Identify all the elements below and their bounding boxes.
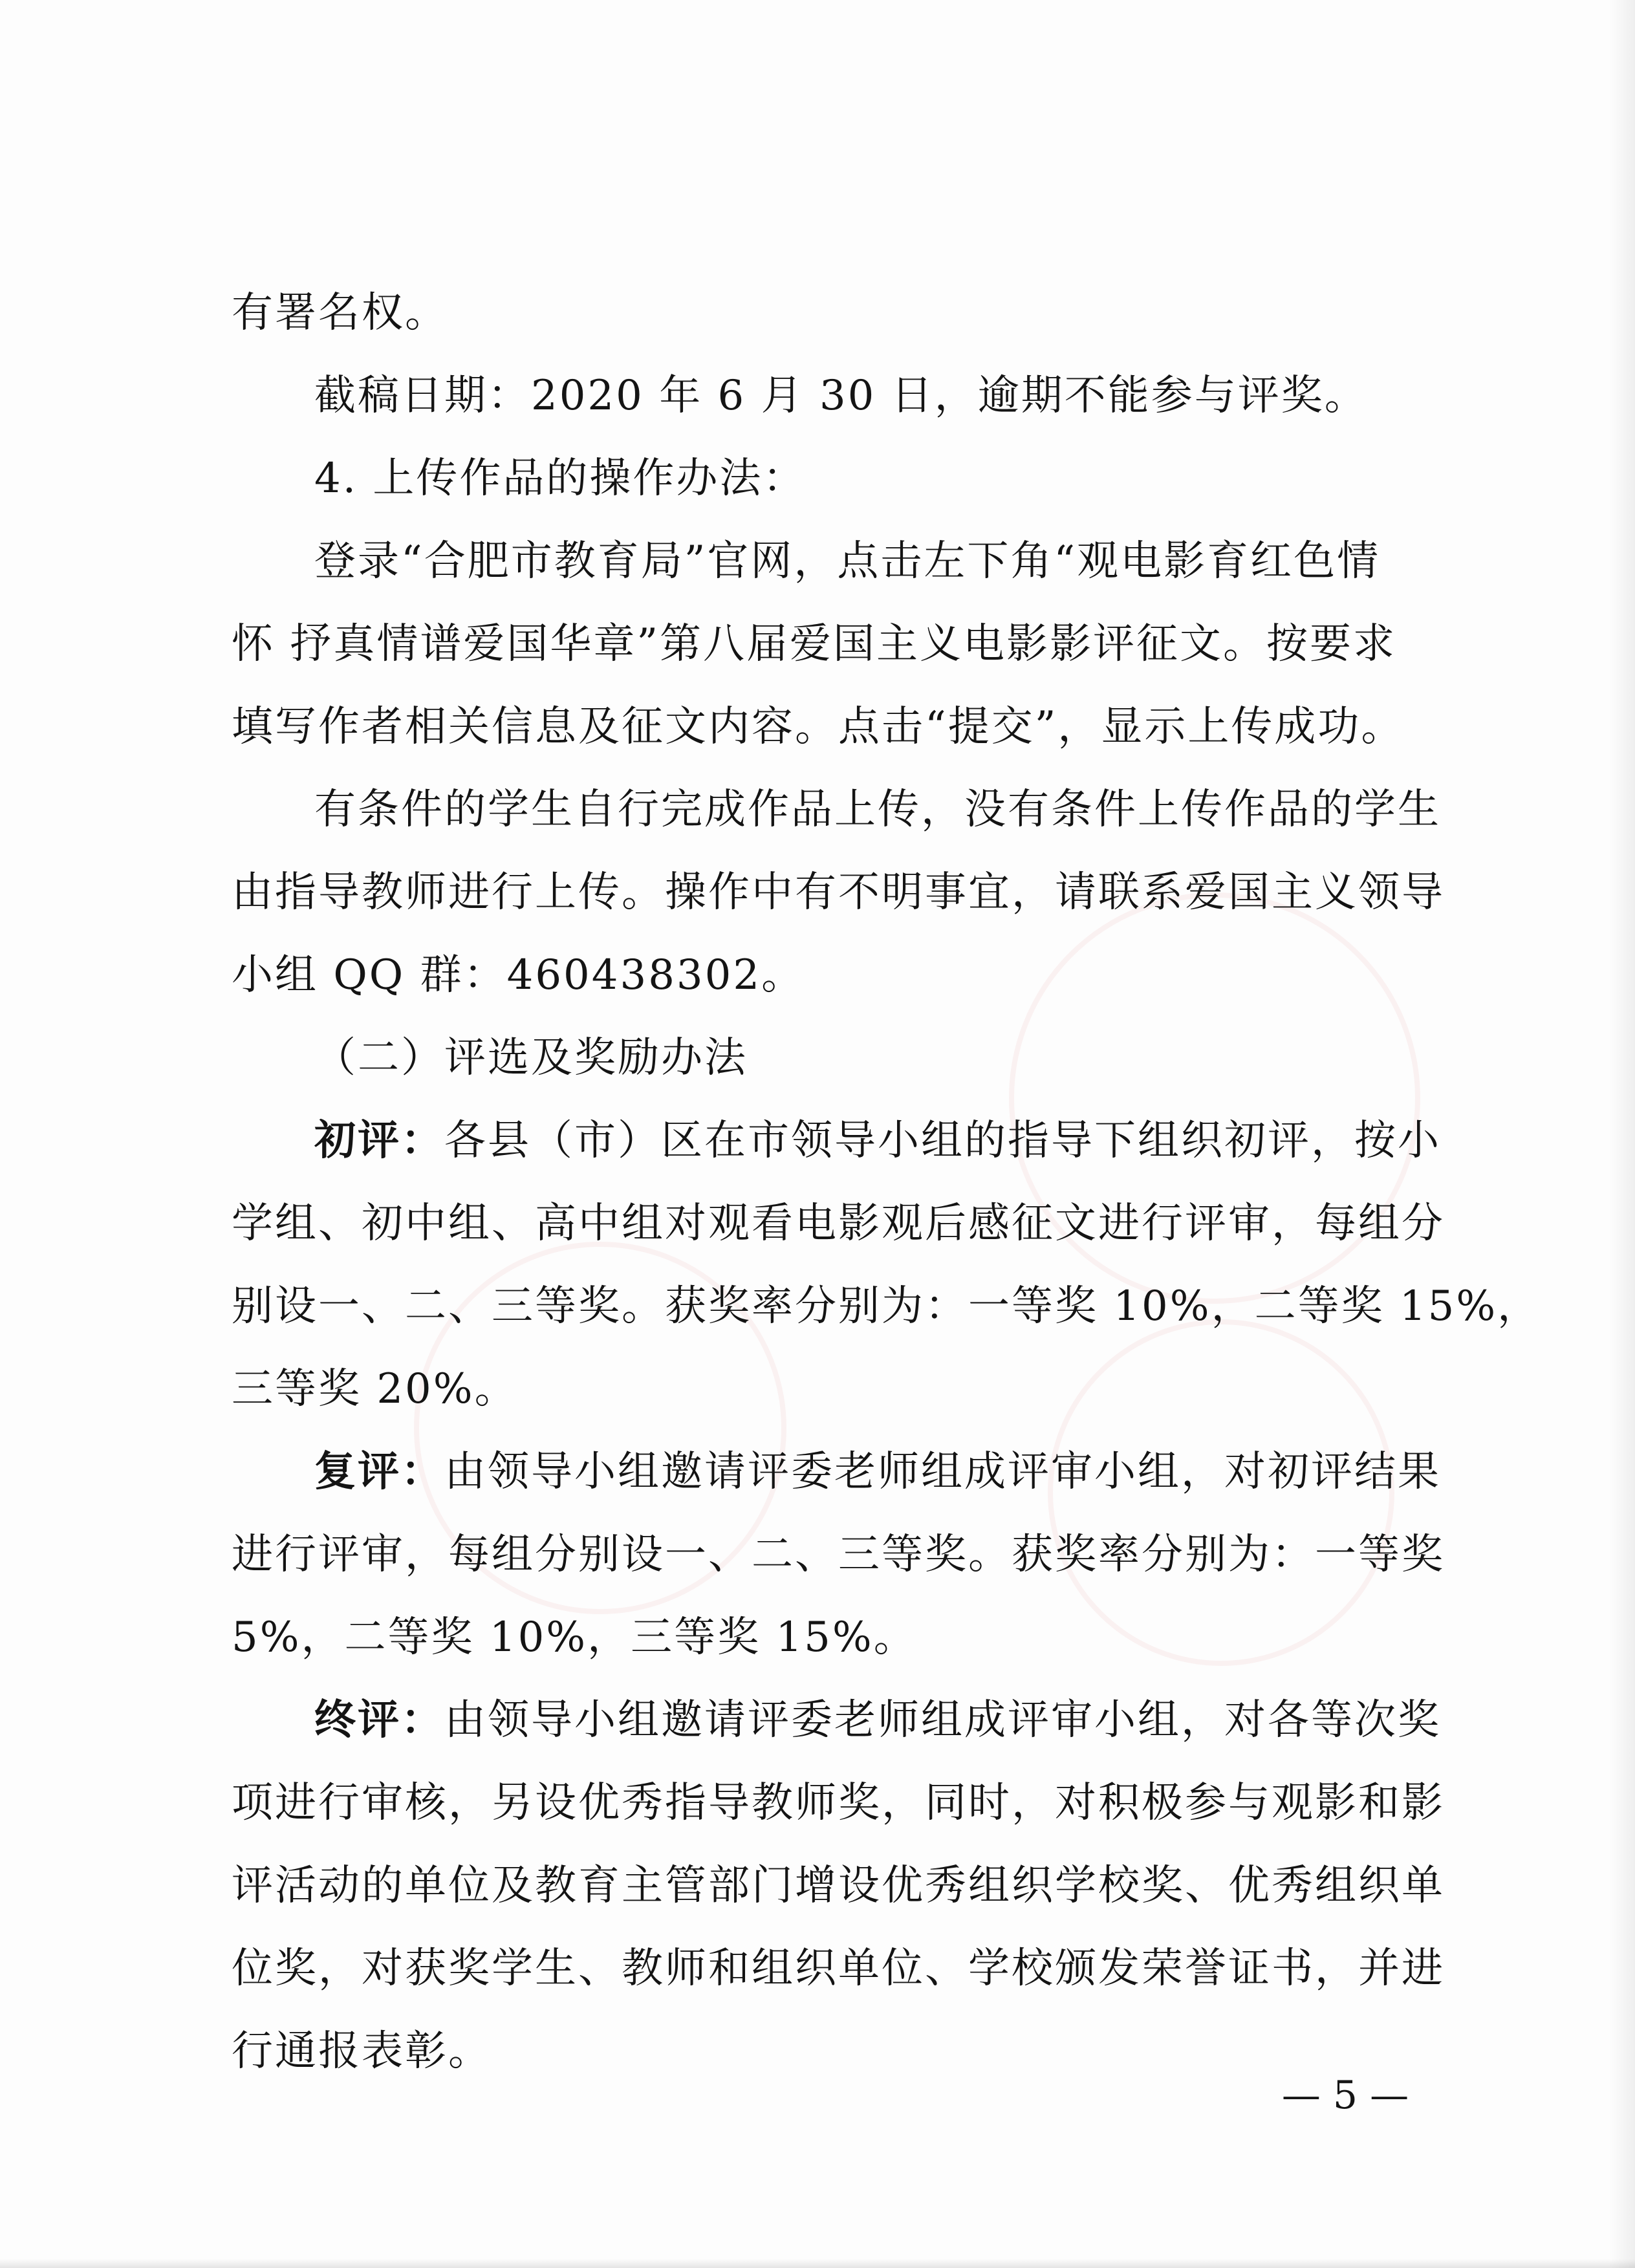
body-text-span: 由领导小组邀请评委老师组成评审小组，对初评结果: [444, 1448, 1441, 1496]
body-text-line: 进行评审，每组分别设一、二、三等奖。获奖率分别为：一等奖: [232, 1531, 1445, 1579]
document-body: [232, 272, 1541, 2093]
section-heading: 4. 上传作品的操作办法：: [314, 455, 807, 502]
body-text-line: 项进行审核，另设优秀指导教师奖，同时，对积极参与观影和影: [232, 1779, 1445, 1827]
body-text-line: 位奖，对获奖学生、教师和组织单位、学校颁发荣誉证书，并进: [232, 1945, 1445, 1993]
section-heading: （二）评选及奖励办法: [314, 1034, 748, 1082]
body-text-line: 学组、初中组、高中组对观看电影观后感征文进行评审，每组分: [232, 1200, 1445, 1247]
body-text-line: [232, 1679, 1441, 1762]
body-text-line: 有条件的学生自行完成作品上传，没有条件上传作品的学生: [314, 786, 1441, 834]
body-text-line: [232, 1099, 1441, 1182]
body-text-line: 5%，二等奖 10%，三等奖 15%。: [232, 1614, 917, 1661]
body-text-line: [232, 1431, 1441, 1513]
body-text-line: 填写作者相关信息及征文内容。点击“提交”，显示上传成功。: [232, 703, 1405, 751]
body-text-line: 行通报表彰。: [232, 2027, 492, 2075]
page-number: — 5 —: [1281, 2073, 1409, 2118]
lead-term-preliminary: 初评：: [314, 1116, 444, 1165]
body-text-line: 由指导教师进行上传。操作中有不明事宜，请联系爱国主义领导: [232, 869, 1445, 916]
body-text-line: 有署名权。: [232, 289, 448, 337]
scan-edge-shadow: [1609, 0, 1635, 2268]
lead-term-review: 复评：: [314, 1447, 444, 1496]
scan-bottom-shadow: [0, 2259, 1635, 2268]
body-text-line: 截稿日期：2020 年 6 月 30 日，逾期不能参与评奖。: [314, 372, 1368, 420]
body-text-line: 三等奖 20%。: [232, 1365, 518, 1413]
body-text-span: 各县（市）区在市领导小组的指导下组织初评，按小: [444, 1117, 1441, 1165]
body-text-line: 小组 QQ 群：460438302。: [232, 951, 805, 999]
body-text-line: 别设一、二、三等奖。获奖率分别为：一等奖 10%，二等奖 15%，: [232, 1282, 1541, 1330]
body-text-line: 评活动的单位及教育主管部门增设优秀组织学校奖、优秀组织单: [232, 1862, 1445, 1910]
body-text-span: 由领导小组邀请评委老师组成评审小组，对各等次奖: [444, 1696, 1441, 1744]
lead-term-final: 终评：: [314, 1696, 444, 1744]
body-text-line: 怀 抒真情谱爱国华章”第八届爱国主义电影影评征文。按要求: [232, 620, 1397, 668]
body-text-line: 登录“合肥市教育局”官网，点击左下角“观电影育红色情: [314, 537, 1381, 585]
